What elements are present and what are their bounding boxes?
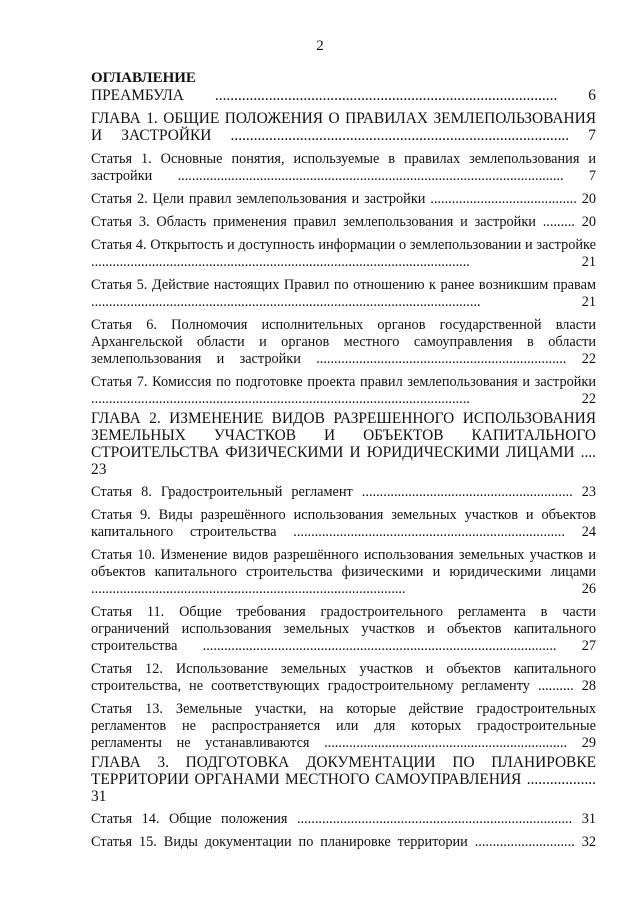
toc-entry-article-7: Статья 7. Комиссия по подготовке проекта правил землепользования и застройки .......................................................................................................... 22: [91, 374, 596, 407]
toc-entry-article-3: Статья 3. Область применения правил землепользования и застройки ......... 20: [91, 214, 596, 230]
toc-entry-article-1: Статья 1. Основные понятия, используемые в правилах землепользования и застройки ............................................................................................................ 7: [91, 151, 596, 184]
toc-entry-preamble: ПРЕАМБУЛА ......................................................................................... 6: [91, 87, 596, 104]
toc-entry-article-6: Статья 6. Полномочия исполнительных органов государственной власти Архангельской области и органов местного самоуправления в области землепользования и застройки ...................................................................... 22: [91, 317, 596, 367]
toc-entry-chapter-1: ГЛАВА 1. ОБЩИЕ ПОЛОЖЕНИЯ О ПРАВИЛАХ ЗЕМЛЕПОЛЬЗОВАНИЯ И ЗАСТРОЙКИ ........................................................................................ 7: [91, 110, 596, 144]
toc-entry-article-2: Статья 2. Цели правил землепользования и застройки ......................................... 20: [91, 191, 596, 207]
toc-entry-chapter-2: ГЛАВА 2. ИЗМЕНЕНИЕ ВИДОВ РАЗРЕШЕННОГО ИСПОЛЬЗОВАНИЯ ЗЕМЕЛЬНЫХ УЧАСТКОВ И ОБЪЕКТОВ КАПИТАЛЬНОГО СТРОИТЕЛЬСТВА ФИЗИЧЕСКИМИ И ЮРИДИЧЕСКИМИ ЛИЦАМИ .... 23: [91, 410, 596, 478]
toc-entry-article-9: Статья 9. Виды разрешённого использования земельных участков и объектов капитального строительства ............................................................................ 24: [91, 507, 596, 540]
toc-entry-article-12: Статья 12. Использование земельных участков и объектов капитального строительства, не соответствующих градостроительному регламенту .......... 28: [91, 661, 596, 694]
table-of-contents: [91, 70, 596, 851]
toc-entry-article-13: Статья 13. Земельные участки, на которые действие градостроительных регламентов не распространяется или для которых градостроительные регламенты не устанавливаются .................................................................... 29: [91, 701, 596, 751]
toc-entry-article-10: Статья 10. Изменение видов разрешённого использования земельных участков и объектов капитального строительства физическими и юридическими лицами ........................................................................................ 26: [91, 547, 596, 597]
page-number: 2: [316, 38, 324, 54]
toc-entry-article-4: Статья 4. Открытость и доступность информации о землепользовании и застройке .......................................................................................................... 21: [91, 237, 596, 270]
toc-entry-article-15: Статья 15. Виды документации по планировке территории ............................ 32: [91, 834, 596, 850]
toc-entry-article-14: Статья 14. Общие положения ............................................................................. 31: [91, 811, 596, 827]
toc-entry-article-8: Статья 8. Градостроительный регламент ........................................................... 23: [91, 484, 596, 500]
toc-entry-article-5: Статья 5. Действие настоящих Правил по отношению к ранее возникшим правам ............................................................................................................. 21: [91, 277, 596, 310]
toc-heading: ОГЛАВЛЕНИЕ: [91, 70, 196, 86]
toc-entry-article-11: Статья 11. Общие требования градостроительного регламента в части ограничений использования земельных участков и объектов капитального строительства ................................................................................................... 27: [91, 604, 596, 654]
toc-entry-chapter-3: ГЛАВА 3. ПОДГОТОВКА ДОКУМЕНТАЦИИ ПО ПЛАНИРОВКЕ ТЕРРИТОРИИ ОРГАНАМИ МЕСТНОГО САМОУПРАВЛЕНИЯ .................. 31: [91, 754, 596, 805]
